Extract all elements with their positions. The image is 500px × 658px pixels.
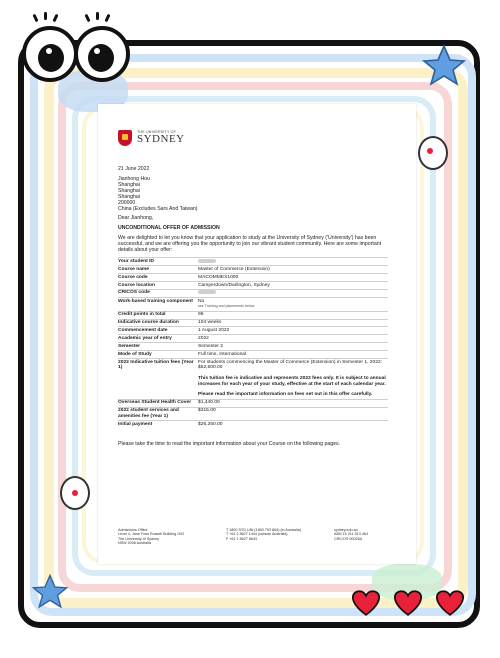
address-line: Shanghai	[118, 182, 140, 188]
address-line: Shanghai	[118, 188, 140, 194]
footer-link[interactable]: sydney.edu.au	[334, 528, 358, 532]
row-label: Mode of Study	[118, 351, 198, 359]
offer-details-table	[118, 257, 388, 428]
footer-line: NSW 2006 Australia	[118, 541, 151, 546]
heart-icon	[436, 590, 464, 616]
table-row	[118, 274, 388, 282]
row-label: Course name	[118, 266, 198, 274]
footer-line: ABN 15 211 513 464	[334, 532, 368, 537]
footer-web	[334, 528, 368, 541]
row-label: Course code	[118, 274, 198, 282]
university-logo	[118, 130, 185, 146]
closing-paragraph: Please take the time to read the important information about your Course on the following pages.	[118, 441, 341, 447]
row-label: CRICOS code	[118, 289, 198, 297]
table-row	[118, 351, 388, 359]
table-row	[118, 319, 388, 327]
row-label: Work-based training component	[118, 298, 198, 312]
letter-date: 21 June 2022	[118, 166, 150, 172]
redacted-value	[198, 290, 216, 294]
face-sticker	[60, 476, 90, 510]
row-value: $26,250.00	[198, 421, 388, 428]
table-row	[118, 266, 388, 274]
table-row	[118, 327, 388, 335]
table-row	[118, 358, 388, 399]
table-row	[118, 343, 388, 351]
star-icon	[30, 572, 70, 612]
table-row	[118, 281, 388, 289]
table-row	[118, 421, 388, 428]
footer-line: Level 4, Jane Foss Russell Building G02	[118, 532, 185, 537]
address-line: 200000	[118, 200, 136, 206]
row-value: 104 weeks	[198, 319, 388, 327]
logo-big-text: SYDNEY	[137, 133, 185, 146]
offer-title: UNCONDITIONAL OFFER OF ADMISSION	[118, 225, 220, 231]
table-row	[118, 311, 388, 319]
address-line: Shanghai	[118, 194, 140, 200]
crest-icon	[118, 130, 132, 146]
table-row	[118, 399, 388, 407]
recipient-address	[118, 176, 198, 212]
heart-icon	[352, 590, 380, 616]
fee-note: This tuition fee is indicative and represents 2022 fees only. It is subject to annual increases for each year of your study, effective at the start of each calendar year.	[198, 375, 386, 387]
row-label: 2022 Indicative tuition fees (Year 1)	[118, 358, 198, 399]
row-value: For students commencing the Master of Commerce (Extension) in Semester 1, 2022: $52,500.00	[198, 359, 383, 371]
footer-line: T 1800 SYD UNI (1800 793 864) (in Australia)	[226, 528, 301, 532]
logo-small-text: THE UNIVERSITY OF	[137, 129, 177, 134]
table-row	[118, 407, 388, 421]
salutation: Dear Jianhong,	[118, 215, 154, 221]
redacted-value	[198, 259, 216, 263]
row-label: Overseas Student Health Cover	[118, 399, 198, 407]
fee-note: Please read the important information on fees set out in this offer carefully.	[198, 392, 373, 398]
row-value: Full time, International	[198, 351, 388, 359]
heart-icon	[394, 590, 422, 616]
row-value: Semester 2	[198, 343, 388, 351]
row-value: No	[198, 298, 205, 304]
row-label: Academic year of entry	[118, 335, 198, 343]
footer-line: CRICOS 00026A	[334, 536, 363, 541]
face-sticker	[418, 136, 448, 170]
footer-line: F +61 2 8627 8643	[226, 536, 258, 541]
footer-phone	[226, 528, 301, 541]
table-row	[118, 298, 388, 312]
offer-letter	[98, 104, 416, 564]
row-label: Initial payment	[118, 421, 198, 428]
star-icon	[420, 42, 468, 90]
row-value: $1,440.00	[198, 399, 388, 407]
row-label: Commencement date	[118, 327, 198, 335]
row-value: Camperdown/Darlington, Sydney	[198, 281, 388, 289]
footer-line: T +61 2 8627 1444 (outside Australia)	[226, 532, 288, 537]
table-row	[118, 258, 388, 266]
row-label: Course location	[118, 281, 198, 289]
right-eye-sticker	[74, 26, 130, 82]
footer-line: Admissions Office	[118, 528, 148, 532]
row-label: Semester	[118, 343, 198, 351]
table-row	[118, 335, 388, 343]
row-label: 2022 student services and amenities fee (Year 1)	[118, 407, 198, 421]
footer-line: The University of Sydney	[118, 536, 159, 541]
row-value: $315.00	[198, 407, 388, 421]
row-value: 96	[198, 311, 388, 319]
row-value: MACOMMEX1000	[198, 274, 388, 282]
row-value: 1 August 2022	[198, 327, 388, 335]
row-value: Master of Commerce (Extension)	[198, 266, 388, 274]
row-label: Indicative course duration	[118, 319, 198, 327]
table-row	[118, 289, 388, 297]
address-line: Jianhong Hou	[118, 176, 151, 182]
row-label: Your student ID	[118, 258, 198, 266]
address-line: China (Excludes Sars And Taiwan)	[118, 206, 198, 212]
training-note: see Training and placements below	[198, 304, 255, 309]
row-value: 2022	[198, 335, 388, 343]
footer-address	[118, 528, 184, 546]
intro-paragraph: We are delighted to let you know that your application to study at the University of Sydney ('University') has been successful, and we are offering you the opportunity to join our vibrant student community. Here are some important details about your offer:	[118, 235, 382, 254]
left-eye-sticker	[22, 26, 78, 82]
row-label: Credit points in total	[118, 311, 198, 319]
